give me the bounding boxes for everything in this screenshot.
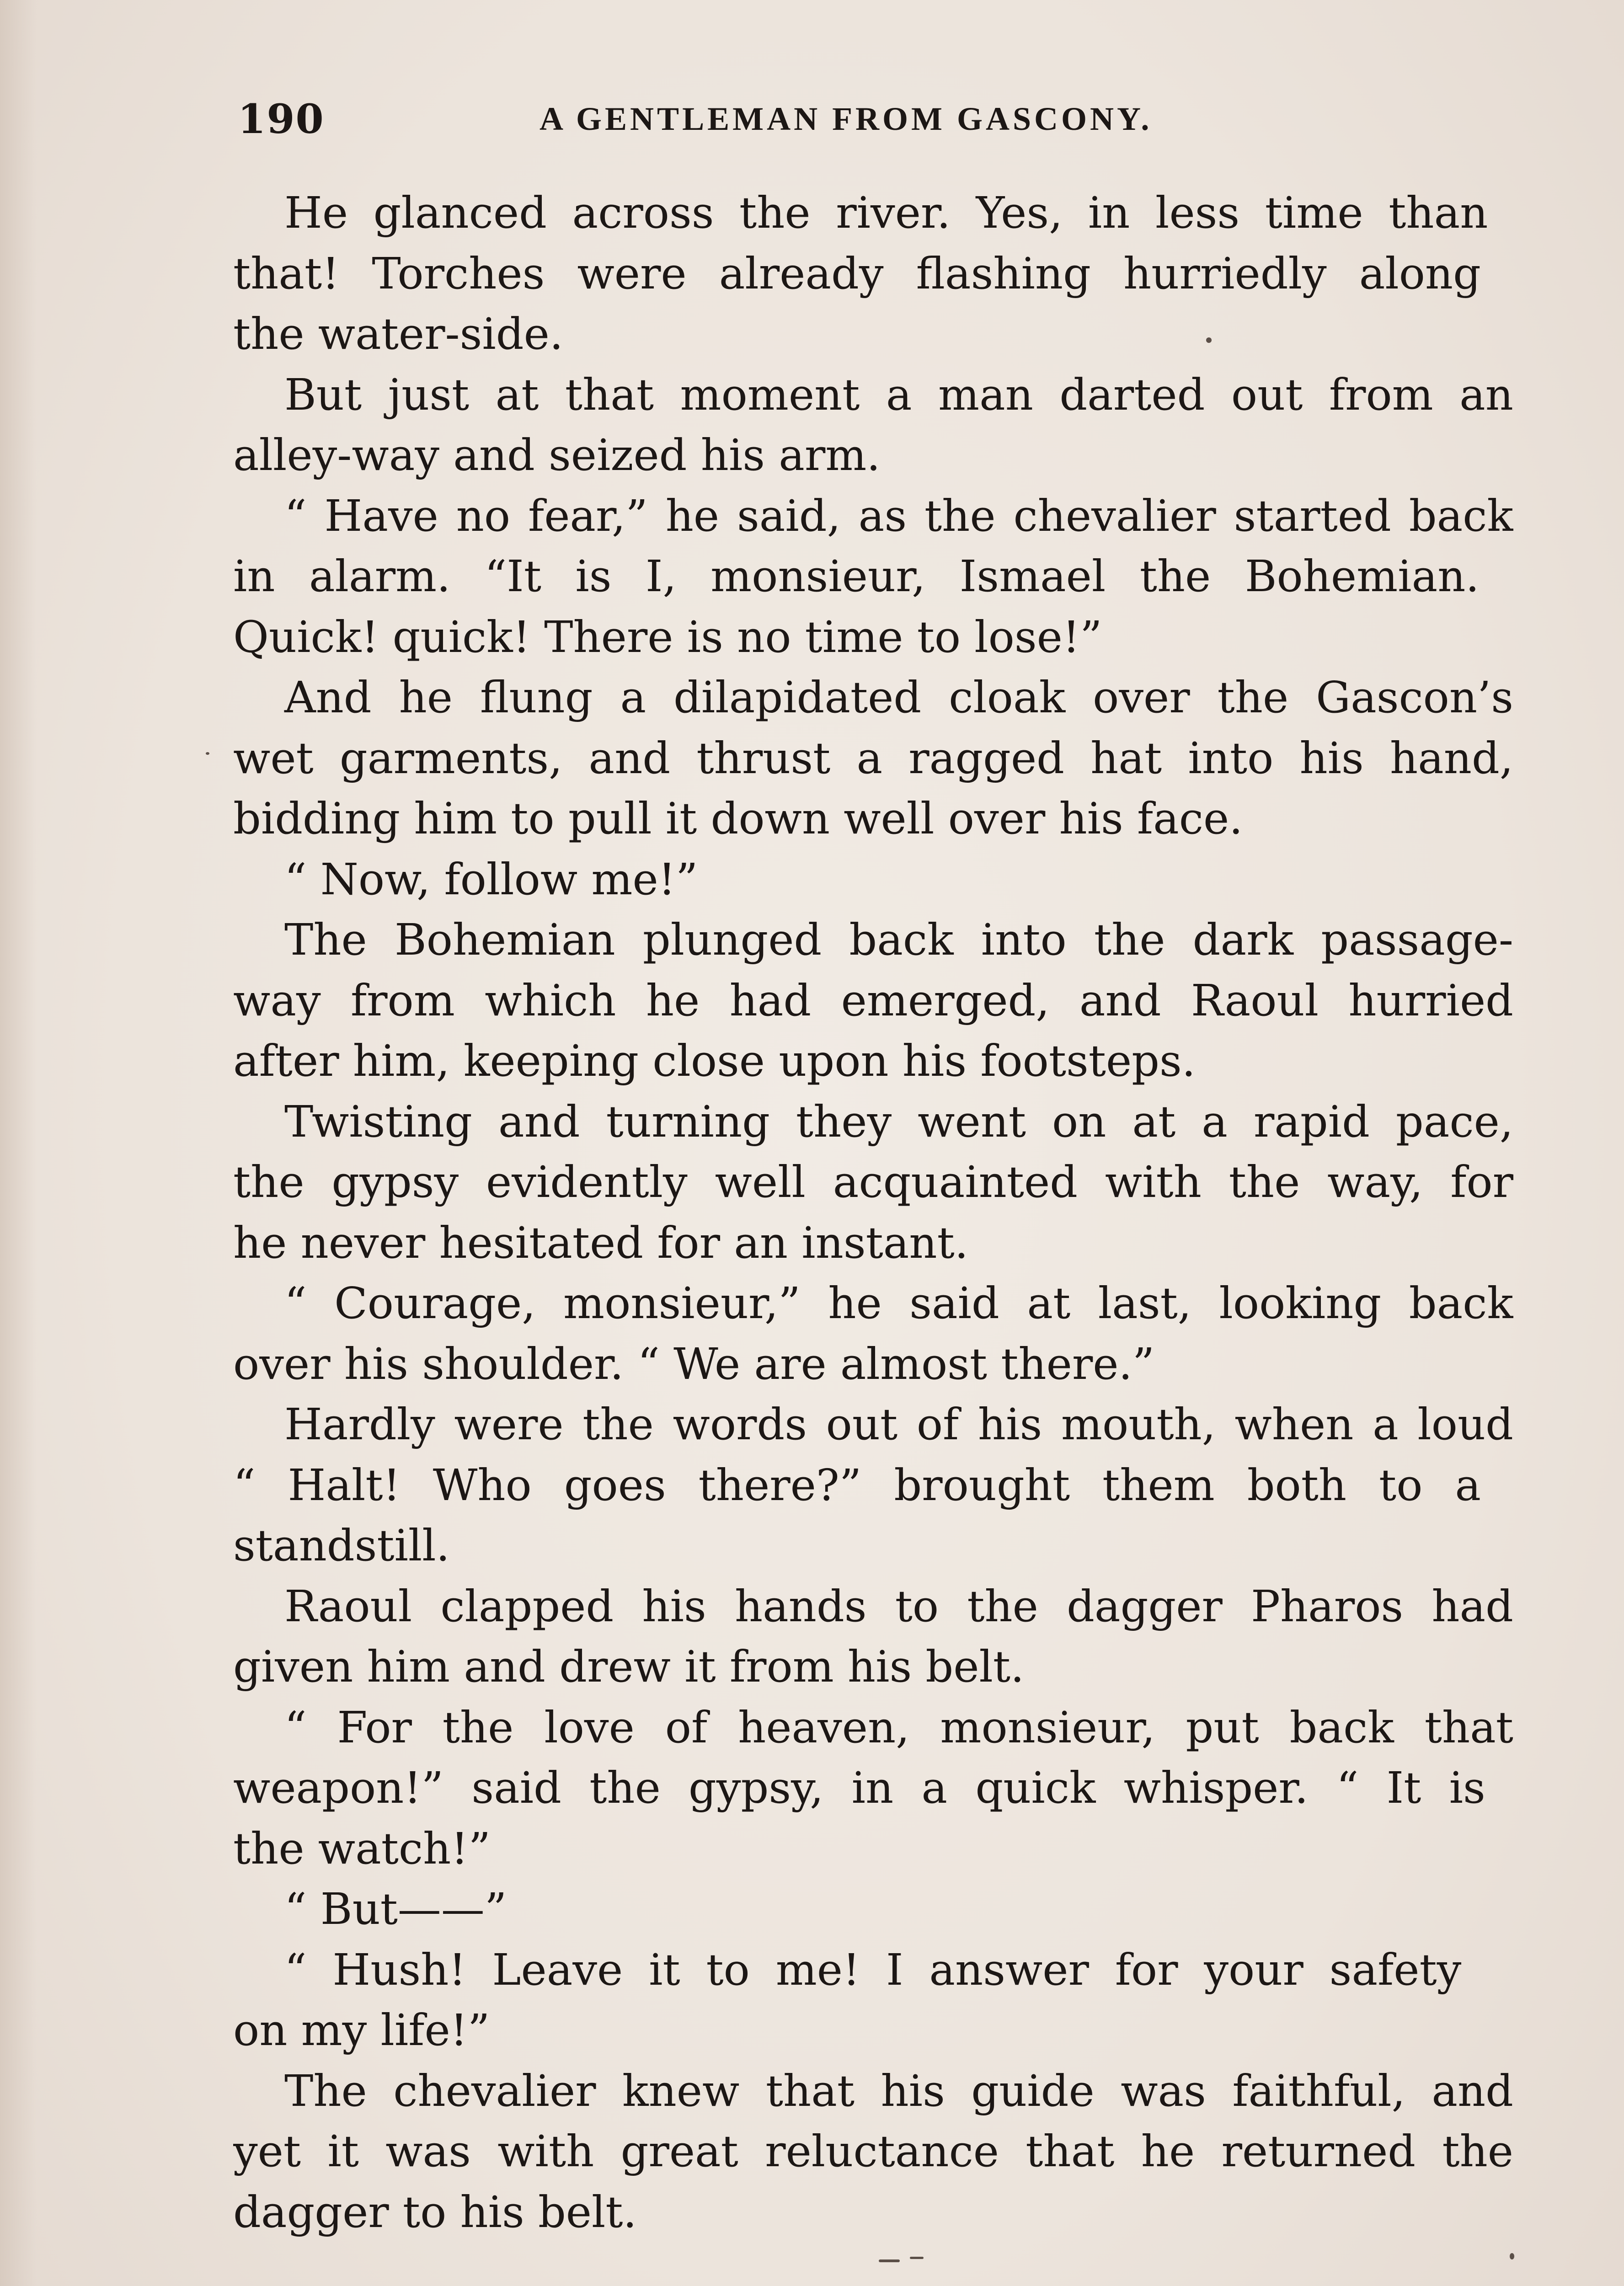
text-line: the gypsy evidently well acquainted with the way, for [233, 1157, 1513, 1207]
paragraph [233, 1092, 1513, 1274]
body-text [233, 183, 1513, 2243]
paragraph [233, 849, 1513, 910]
text-line: “ Hush! Leave it to me! I answer for your safety [284, 1944, 1462, 1995]
text-line: “ Now, follow me!” [284, 854, 698, 905]
text-line: he never hesitated for an instant. [233, 1218, 968, 1268]
text-line: Twisting and turning they went on at a rapid pace, [284, 1096, 1513, 1147]
paragraph [233, 2061, 1513, 2243]
paragraph [233, 1576, 1513, 1698]
text-line: But just at that moment a man darted out from an [284, 369, 1513, 420]
text-line: way from which he had emerged, and Raoul hurried [233, 975, 1513, 1026]
text-line: “ Courage, monsieur,” he said at last, looking back [284, 1278, 1513, 1329]
running-title: A GENTLEMAN FROM GASCONY. [540, 101, 1153, 137]
text-line: dagger to his belt. [233, 2187, 637, 2238]
page-number: 190 [238, 95, 325, 143]
text-line: the water-side. [233, 309, 564, 359]
text-line: given him and drew it from his belt. [233, 1642, 1025, 1692]
page-edge-shadow [0, 0, 37, 2286]
paragraph [233, 183, 1513, 365]
text-line: “ For the love of heaven, monsieur, put back that [284, 1702, 1513, 1753]
text-line: “ Have no fear,” he said, as the chevalier started back [284, 491, 1513, 541]
text-line: The Bohemian plunged back into the dark passage- [284, 915, 1513, 965]
paragraph [233, 486, 1513, 668]
text-line: Hardly were the words out of his mouth, when a loud [284, 1399, 1513, 1450]
text-line: that! Torches were already flashing hurriedly along [233, 248, 1481, 299]
paragraph [233, 1394, 1513, 1576]
text-line: standstill. [233, 1521, 450, 1571]
text-line: alley-way and seized his arm. [233, 430, 881, 481]
text-line: “ But——” [284, 1884, 507, 1934]
text-line: Quick! quick! There is no time to lose!” [233, 612, 1102, 662]
text-line: And he flung a dilapidated cloak over the Gascon’s [284, 673, 1513, 723]
paragraph [233, 668, 1513, 849]
text-line: in alarm. “It is I, monsieur, Ismael the Bohemian. [233, 551, 1480, 602]
text-line: He glanced across the river. Yes, in less time than [284, 188, 1488, 238]
text-line: wet garments, and thrust a ragged hat into his hand, [233, 733, 1513, 784]
text-line: “ Halt! Who goes there?” brought them both to a [233, 1460, 1481, 1511]
text-line: on my life!” [233, 2005, 490, 2056]
text-line: after him, keeping close upon his footsteps. [233, 1036, 1196, 1086]
paragraph [233, 910, 1513, 1092]
text-line: weapon!” said the gypsy, in a quick whisper. “ It is [233, 1763, 1485, 1813]
paragraph [233, 365, 1513, 486]
text-line: the watch!” [233, 1823, 491, 1874]
text-line: Raoul clapped his hands to the dagger Pharos had [284, 1581, 1513, 1632]
paragraph [233, 1273, 1513, 1394]
text-line: bidding him to pull it down well over his face. [233, 794, 1243, 844]
paragraph [233, 1879, 1513, 1940]
running-head [238, 94, 1518, 144]
text-line: over his shoulder. “ We are almost there.” [233, 1339, 1155, 1389]
text-line: The chevalier knew that his guide was faithful, and [284, 2066, 1513, 2116]
paragraph [233, 1940, 1513, 2061]
text-line: yet it was with great reluctance that he returned the [233, 2126, 1513, 2177]
paragraph [233, 1698, 1513, 1880]
